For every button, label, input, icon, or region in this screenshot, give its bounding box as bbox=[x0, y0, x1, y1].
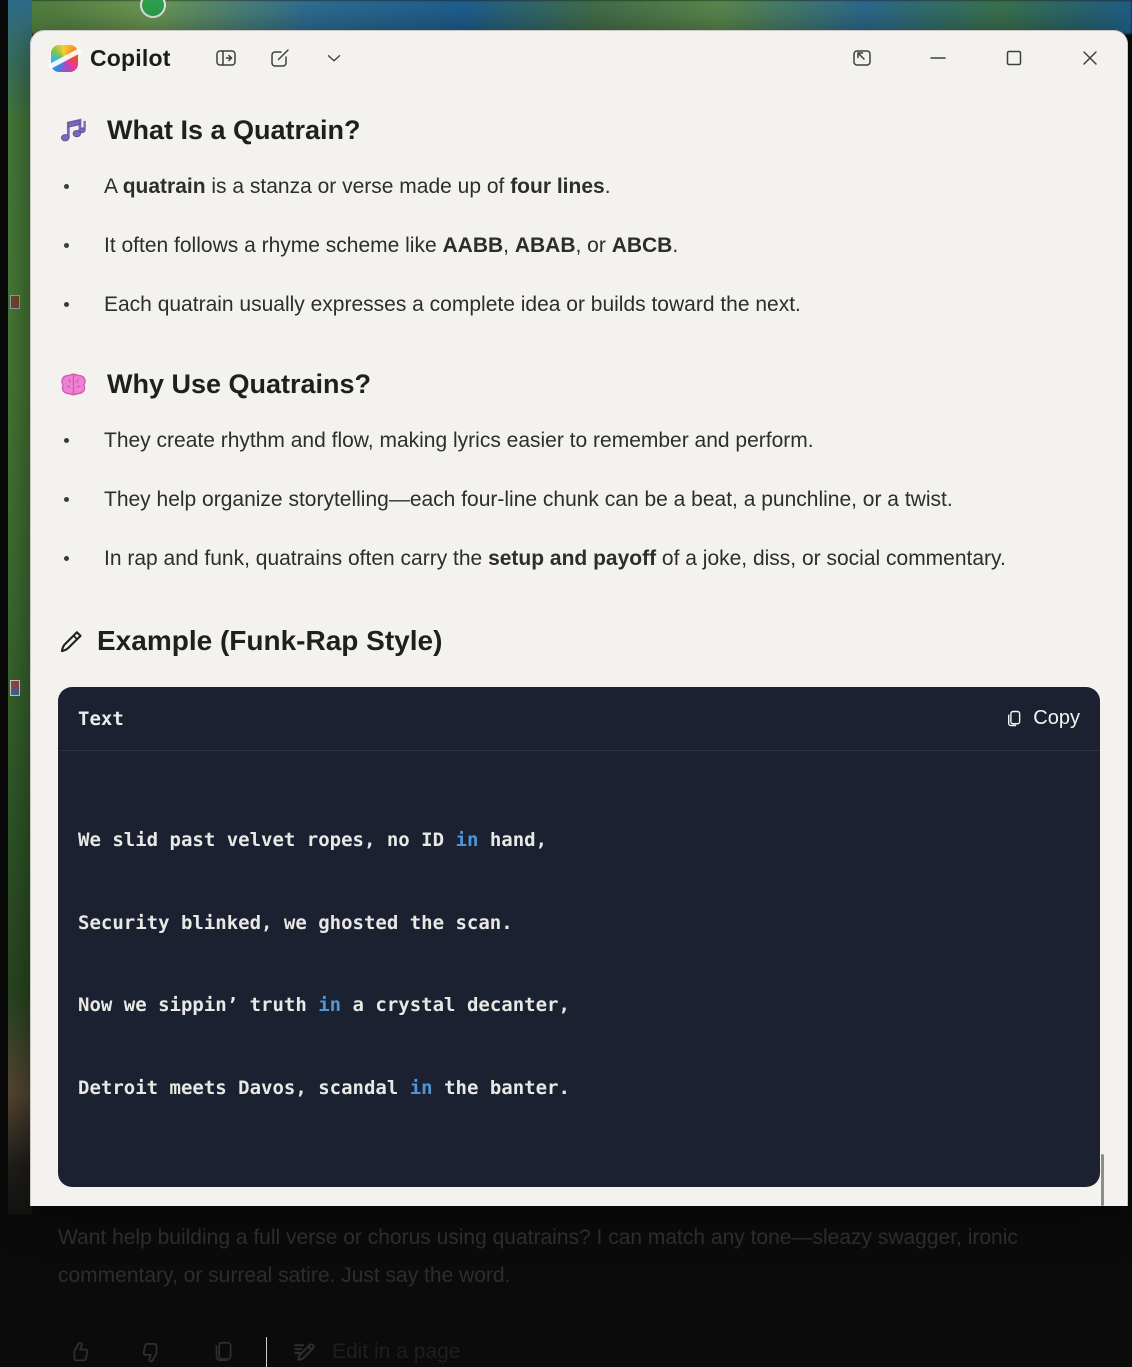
new-chat-button[interactable] bbox=[265, 43, 295, 73]
desktop-icon-sliver bbox=[10, 680, 20, 696]
edit-in-a-page-label: Edit in a page bbox=[332, 1340, 461, 1363]
copilot-logo-icon bbox=[51, 45, 78, 72]
response-action-bar bbox=[58, 1337, 1100, 1367]
code-block bbox=[58, 687, 1100, 1187]
thumbs-down-button[interactable] bbox=[136, 1337, 166, 1367]
compose-icon bbox=[268, 46, 292, 70]
list-item: It often follows a rhyme scheme like AABB, ABAB, or ABCB. bbox=[58, 227, 1068, 264]
copy-label: Copy bbox=[1033, 707, 1080, 729]
maximize-button[interactable] bbox=[999, 43, 1029, 73]
maximize-icon bbox=[1002, 46, 1026, 70]
section-title: Why Use Quatrains? bbox=[107, 369, 372, 399]
section-heading-why-use-quatrains bbox=[58, 369, 1100, 400]
thumbs-up-icon bbox=[66, 1339, 93, 1366]
scrollbar-thumb[interactable] bbox=[1101, 1154, 1104, 1206]
chat-response bbox=[31, 115, 1127, 1367]
copilot-window bbox=[30, 30, 1128, 1363]
desktop-wallpaper-top bbox=[18, 0, 1132, 34]
bullet-list-why-use bbox=[58, 422, 1100, 577]
edit-in-a-page-button[interactable] bbox=[291, 1338, 460, 1367]
desktop-wallpaper-left bbox=[8, 0, 32, 1214]
chevron-down-icon bbox=[323, 47, 345, 69]
thumbs-up-button[interactable] bbox=[64, 1337, 94, 1367]
close-icon bbox=[1078, 46, 1102, 70]
code-line: Now we sippin’ truth in a crystal decanter, bbox=[78, 994, 570, 1016]
section-title: What Is a Quatrain? bbox=[107, 115, 361, 145]
code-line: Detroit meets Davos, scandal in the banter. bbox=[78, 1076, 570, 1099]
code-content bbox=[58, 751, 1100, 1187]
copy-icon bbox=[210, 1339, 236, 1365]
thumbs-down-icon bbox=[138, 1339, 165, 1366]
section-title: Example (Funk-Rap Style) bbox=[97, 625, 443, 656]
writing-hand-icon bbox=[58, 628, 85, 655]
panel-arrow-icon bbox=[214, 46, 238, 70]
chat-menu-button[interactable] bbox=[319, 43, 349, 73]
titlebar bbox=[31, 31, 1127, 79]
list-item: They create rhythm and flow, making lyrics easier to remember and perform. bbox=[58, 422, 1068, 459]
divider bbox=[266, 1337, 267, 1367]
bullet-list-quatrain-definition bbox=[58, 168, 1100, 323]
code-language-label: Text bbox=[78, 707, 124, 730]
app-title: Copilot bbox=[90, 44, 171, 71]
music-notes-icon bbox=[58, 115, 89, 146]
dock-arrow-icon bbox=[850, 46, 874, 70]
desktop-icon-sliver bbox=[10, 295, 20, 309]
list-item: In rap and funk, quatrains often carry the setup and payoff of a joke, diss, or social commentary. bbox=[58, 540, 1068, 577]
code-line: Security blinked, we ghosted the scan. bbox=[78, 911, 513, 934]
dock-window-button[interactable] bbox=[847, 43, 877, 73]
minimize-button[interactable] bbox=[923, 43, 953, 73]
list-item: Each quatrain usually expresses a complete idea or builds toward the next. bbox=[58, 286, 1068, 323]
list-item: A quatrain is a stanza or verse made up of four lines. bbox=[58, 168, 1068, 205]
minimize-icon bbox=[926, 46, 950, 70]
open-sidebar-button[interactable] bbox=[211, 43, 241, 73]
section-heading-example bbox=[58, 625, 1100, 657]
copy-icon bbox=[1003, 708, 1024, 729]
copy-code-button[interactable] bbox=[1003, 707, 1080, 730]
copy-response-button[interactable] bbox=[208, 1337, 238, 1367]
edit-page-icon bbox=[291, 1338, 320, 1367]
section-heading-what-is-a-quatrain bbox=[58, 115, 1100, 146]
code-block-header bbox=[58, 687, 1100, 751]
brain-icon bbox=[58, 369, 89, 400]
list-item: They help organize storytelling—each four-line chunk can be a beat, a punchline, or a twist. bbox=[58, 481, 1068, 518]
closing-paragraph: Want help building a full verse or chorus using quatrains? I can match any tone—sleazy swagger, ironic commentary, or surreal satire. Just say the word. bbox=[58, 1226, 1018, 1287]
close-button[interactable] bbox=[1075, 43, 1105, 73]
code-line: We slid past velvet ropes, no ID in hand, bbox=[78, 829, 548, 851]
